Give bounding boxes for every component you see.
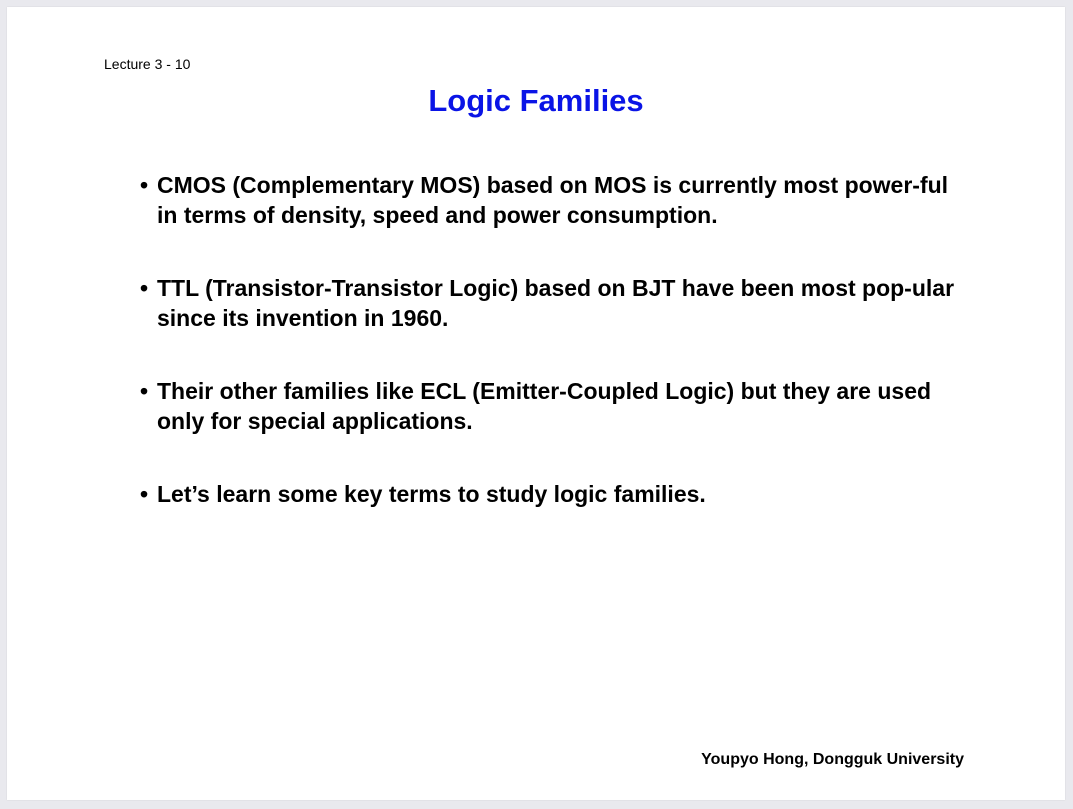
bullet-item-cmos	[140, 170, 960, 230]
bullet-text: Their other families like ECL (Emitter-Coupled Logic) but they are used only for special applications.	[157, 378, 932, 434]
bullet-item-key-terms	[140, 479, 960, 509]
bullet-item-ecl	[140, 376, 960, 436]
bullet-item-ttl	[140, 273, 960, 333]
lecture-label: Lecture 3 - 10	[104, 56, 191, 72]
bullet-text: CMOS (Complementary MOS) based on MOS is currently most power-ful in terms of density, speed and power consumption.	[157, 172, 949, 228]
footer-credit: Youpyo Hong, Dongguk University	[701, 751, 964, 768]
bullet-icon: •	[140, 481, 149, 507]
slide-page	[7, 7, 1065, 800]
bullet-text: Let’s learn some key terms to study logic families.	[157, 481, 706, 507]
bullet-icon: •	[140, 172, 149, 198]
bullet-text: TTL (Transistor-Transistor Logic) based on BJT have been most pop-ular since its invention in 1960.	[157, 275, 955, 331]
bullet-list	[140, 170, 960, 509]
bullet-icon: •	[140, 275, 149, 301]
slide-title: Logic Families	[428, 83, 644, 118]
bullet-icon: •	[140, 378, 149, 404]
